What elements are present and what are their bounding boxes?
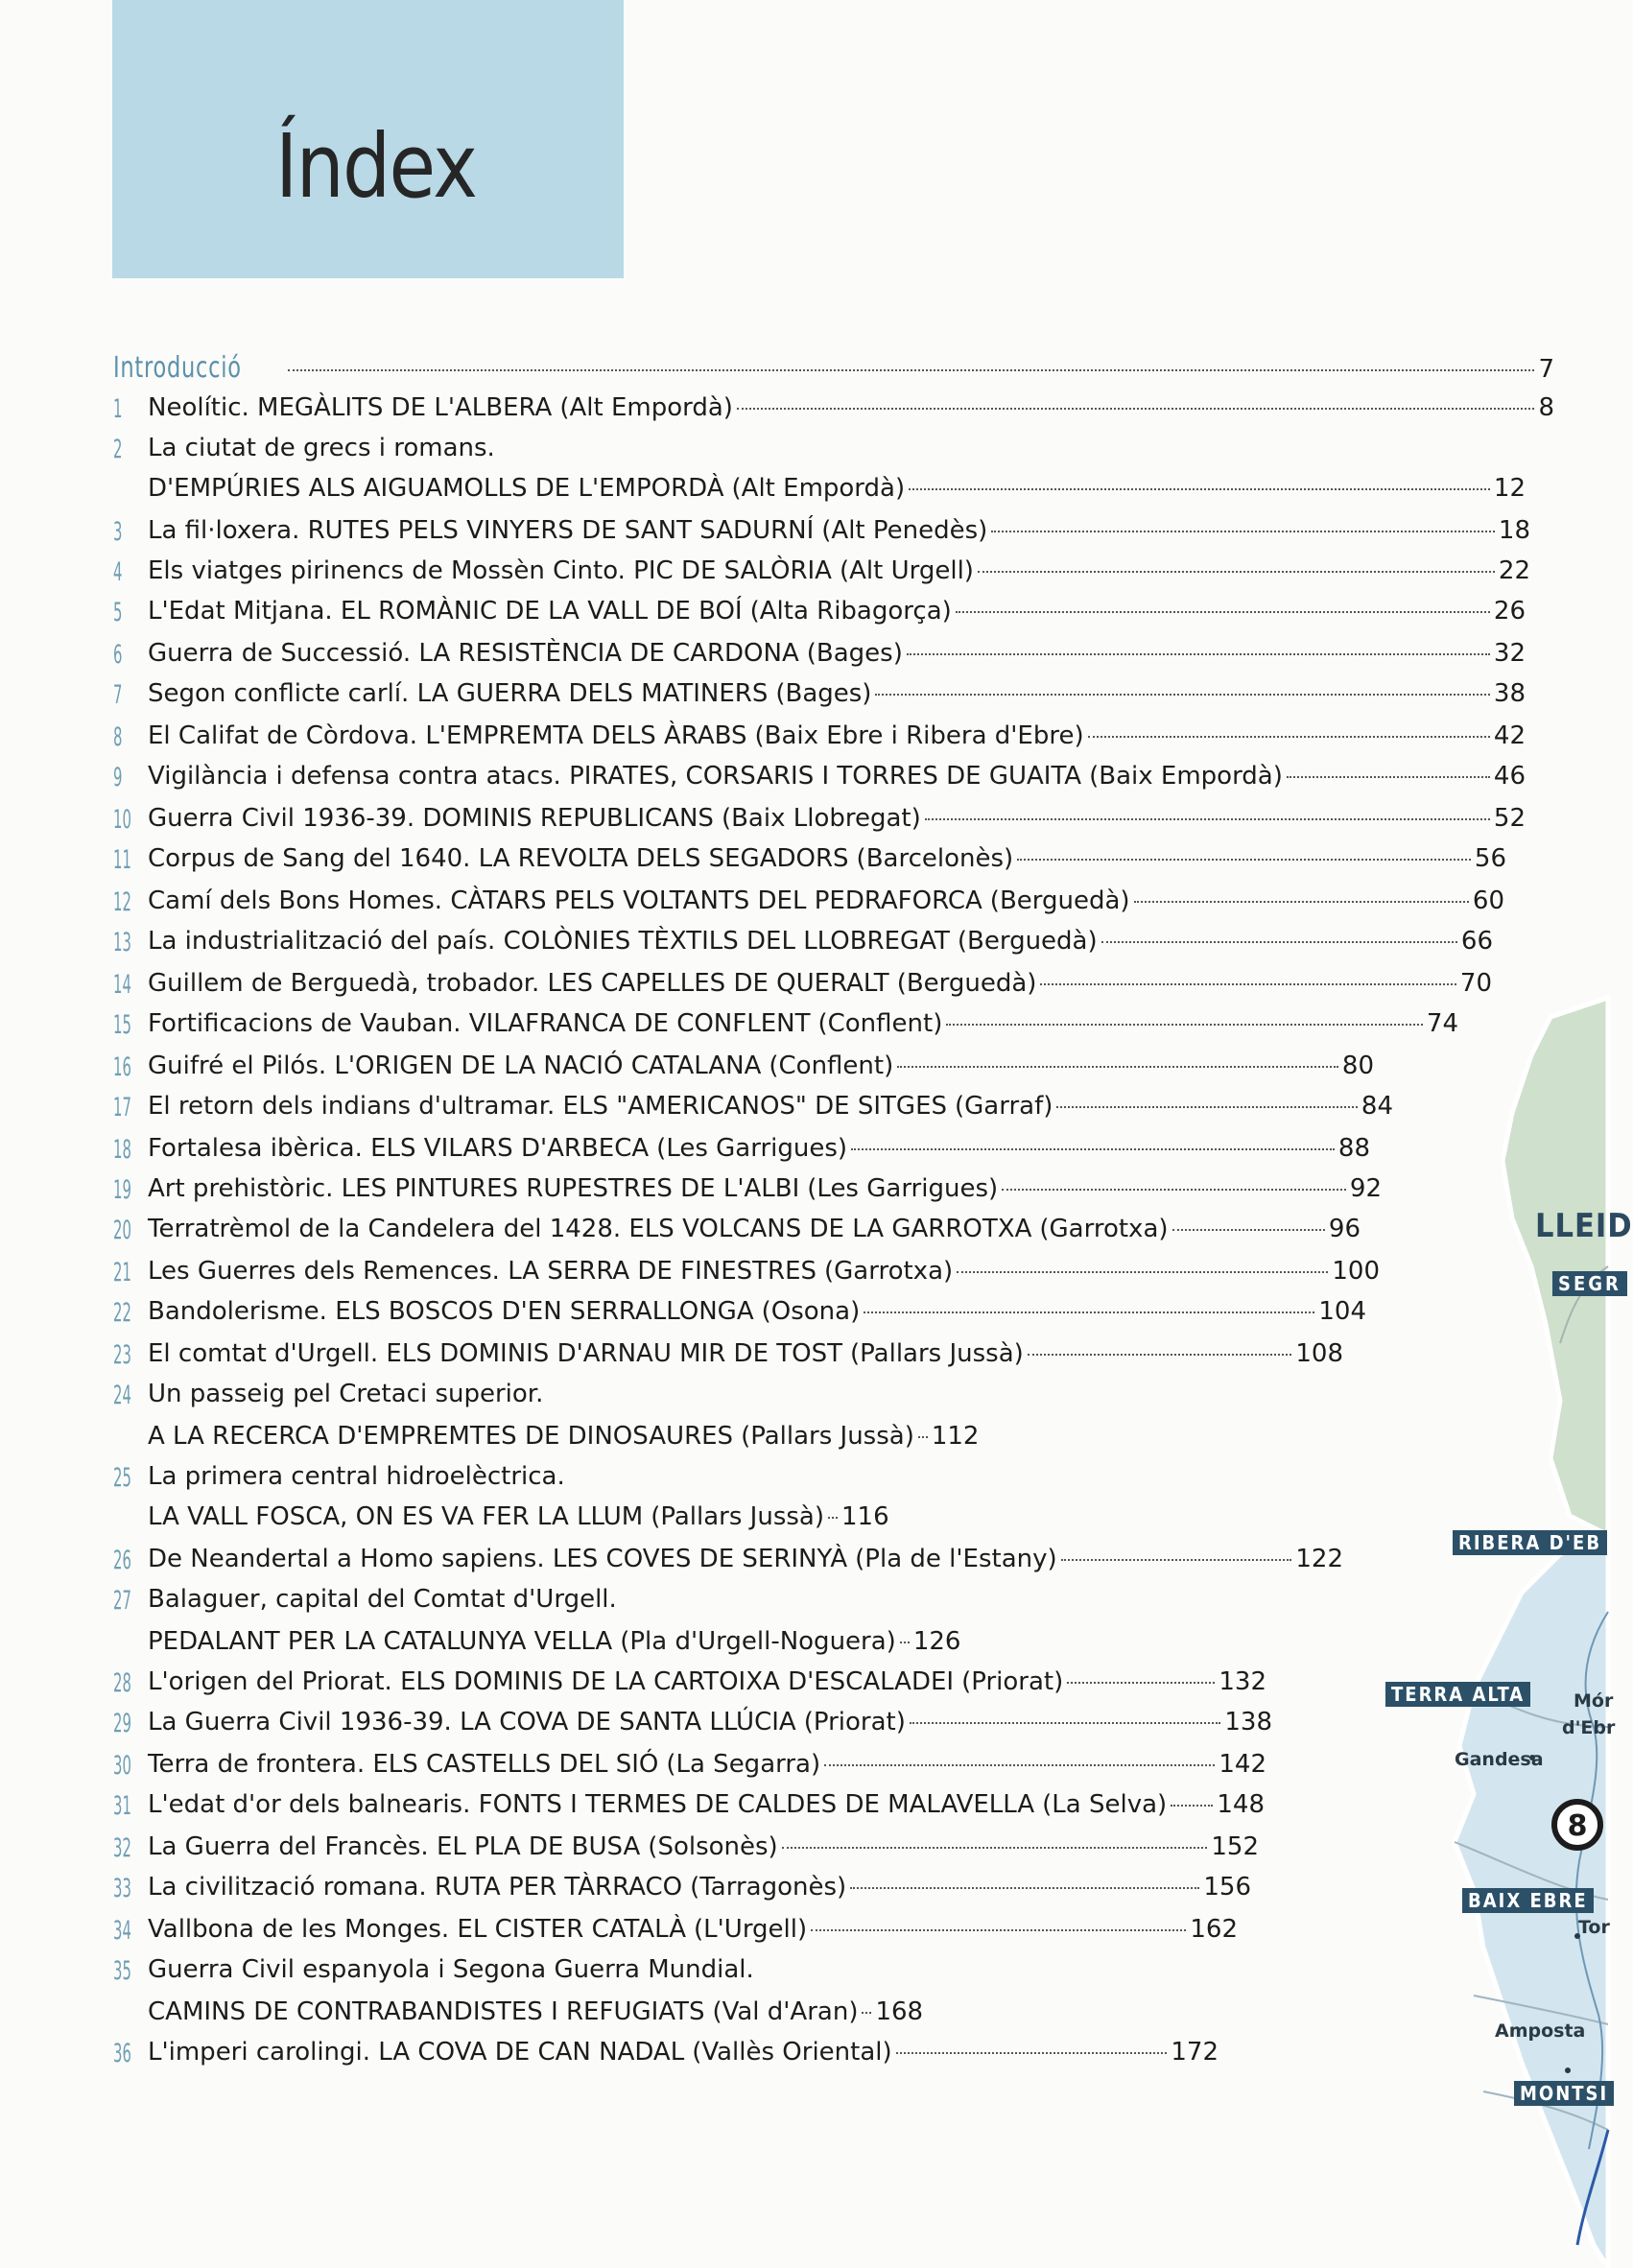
entry-number: 8: [113, 722, 123, 752]
page-number: 52: [1493, 804, 1526, 833]
index-entry: [0, 679, 1608, 718]
entry-title: Art prehistòric. LES PINTURES RUPESTRES DE L'ALBI: [148, 1174, 800, 1203]
dot-leader: [1002, 1189, 1346, 1191]
index-entry: [0, 762, 1608, 800]
entry-number: 36: [113, 2039, 131, 2068]
map-label-lleida: LLEID: [1535, 1207, 1633, 1245]
entry-number: 4: [113, 557, 123, 587]
map-label-baix-ebre: BAIX EBRE: [1462, 1888, 1594, 1913]
entry-title: Guerra Civil 1936-39. DOMINIS REPUBLICANS: [148, 804, 714, 833]
map-label-terra-alta: TERRA ALTA: [1385, 1682, 1530, 1707]
page-number: 22: [1498, 556, 1530, 585]
entry-title: La industrialització del país. COLÒNIES TÈXTILS DEL LLOBREGAT: [148, 927, 950, 956]
index-entry: [0, 1585, 1608, 1623]
page-number: 74: [1426, 1009, 1458, 1038]
index-entry: [0, 1174, 1608, 1213]
index-entry: [0, 639, 1608, 677]
dot-leader: [1172, 1229, 1325, 1231]
entry-title: Fortificacions de Vauban. VILAFRANCA DE CONFLENT: [148, 1009, 811, 1038]
map-marker-label: 8: [1567, 1809, 1588, 1843]
index-entry: [0, 1257, 1608, 1295]
entry-region: (Conflent): [817, 1009, 943, 1038]
entry-region: (Alt Empordà): [731, 474, 906, 503]
dot-leader: [956, 611, 1490, 613]
index-entry: [0, 886, 1608, 925]
entry-title: L'Edat Mitjana. EL ROMÀNIC DE LA VALL DE BOÍ: [148, 597, 743, 626]
entry-number: 15: [113, 1010, 131, 1040]
entry-title: Balaguer, capital del Comtat d'Urgell.: [148, 1585, 617, 1614]
index-entry: [0, 1502, 1608, 1541]
intro-entry: [0, 351, 1608, 390]
entry-title: Bandolerisme. ELS BOSCOS D'EN SERRALLONGA: [148, 1297, 754, 1326]
entry-number: 27: [113, 1586, 131, 1616]
entry-title: Guifré el Pilós. L'ORIGEN DE LA NACIÓ CATALANA: [148, 1051, 762, 1080]
page-number: 38: [1493, 679, 1526, 708]
entry-number: 26: [113, 1546, 131, 1575]
entry-region: (Priorat): [961, 1667, 1064, 1696]
dot-leader: [864, 1311, 1314, 1313]
page-number: 8: [1538, 393, 1554, 422]
index-entry: [0, 1339, 1608, 1378]
entry-number: 5: [113, 598, 123, 627]
page-number: 116: [841, 1502, 889, 1531]
entry-title: LA VALL FOSCA, ON ES VA FER LA LLUM: [148, 1502, 644, 1531]
entry-region: (Pallars Jussà): [651, 1502, 824, 1531]
dot-leader: [1017, 859, 1471, 861]
dot-leader: [909, 488, 1490, 490]
entry-region: (Val d'Aran): [712, 1997, 859, 2026]
index-entry: [0, 516, 1608, 555]
index-entry: [0, 1051, 1608, 1090]
dot-leader: [875, 694, 1489, 696]
dot-leader: [824, 1764, 1215, 1766]
dot-leader: [828, 1517, 838, 1519]
entry-title: Les Guerres dels Remences. LA SERRA DE FINESTRES: [148, 1257, 816, 1286]
entry-region: (L'Urgell): [694, 1915, 808, 1944]
entry-region: (Bages): [775, 679, 872, 708]
index-entry: [0, 1215, 1608, 1253]
page-number: 152: [1211, 1832, 1259, 1861]
entry-title: Segon conflicte carlí. LA GUERRA DELS MATINERS: [148, 679, 769, 708]
dot-leader: [910, 1722, 1221, 1724]
entry-title: Vigilància i defensa contra atacs. PIRATES, CORSARIS I TORRES DE GUAITA: [148, 762, 1082, 791]
dot-leader: [925, 818, 1490, 820]
dot-leader: [1067, 1682, 1215, 1684]
entry-number: 25: [113, 1463, 131, 1493]
dot-leader: [1040, 983, 1456, 985]
entry-title: Un passeig pel Cretaci superior.: [148, 1380, 544, 1408]
entry-title: Terra de frontera. ELS CASTELLS DEL SIÓ: [148, 1750, 659, 1779]
index-entry: [0, 1873, 1608, 1911]
page-number: 84: [1361, 1092, 1393, 1121]
dot-leader: [900, 1642, 910, 1643]
entry-number: 9: [113, 763, 123, 792]
entry-region: (Garrotxa): [1039, 1215, 1169, 1243]
entry-number: 1: [113, 394, 123, 424]
index-entry: [0, 1297, 1608, 1335]
dot-leader: [811, 1929, 1186, 1931]
dot-leader: [1088, 736, 1490, 738]
dot-leader: [896, 2052, 1168, 2054]
entry-title: Terratrèmol de la Candelera del 1428. ELS VOLCANS DE LA GARROTXA: [148, 1215, 1032, 1243]
entry-title: La Guerra del Francès. EL PLA DE BUSA: [148, 1832, 641, 1861]
map-label-ribera: RIBERA D'EB: [1453, 1530, 1607, 1555]
entry-region: (Osona): [761, 1297, 861, 1326]
entry-region: (La Segarra): [666, 1750, 821, 1779]
page-number: 7: [1538, 355, 1554, 384]
map-label-montsia: MONTSI: [1514, 2081, 1614, 2106]
page-number: 96: [1328, 1215, 1361, 1243]
entry-number: 12: [113, 887, 131, 917]
entry-region: (Pallars Jussà): [850, 1339, 1024, 1368]
index-entry: [0, 597, 1608, 635]
page-number: 80: [1341, 1051, 1374, 1080]
entry-title: Fortalesa ibèrica. ELS VILARS D'ARBECA: [148, 1134, 650, 1163]
intro-label: Introducció: [113, 351, 242, 385]
entry-region: (Alt Empordà): [559, 393, 733, 422]
index-entry: [0, 1092, 1608, 1130]
entry-region: (Baix Llobregat): [721, 804, 921, 833]
entry-region: (Les Garrigues): [807, 1174, 999, 1203]
entry-region: (Berguedà): [896, 969, 1037, 998]
entry-region: (Baix Empordà): [1089, 762, 1283, 791]
entry-number: 6: [113, 640, 123, 670]
entry-number: 13: [113, 928, 131, 957]
entry-title: Camí dels Bons Homes. CÀTARS PELS VOLTANTS DEL PEDRAFORCA: [148, 886, 982, 915]
entry-title: Vallbona de les Monges. EL CISTER CATALÀ: [148, 1915, 687, 1944]
page-number: 46: [1493, 762, 1526, 791]
dot-leader: [1061, 1559, 1292, 1561]
page-number: 18: [1498, 516, 1530, 545]
page-number: 122: [1295, 1545, 1343, 1573]
entry-region: (Priorat): [803, 1708, 906, 1736]
page-number: 142: [1219, 1750, 1266, 1779]
entry-number: 2: [113, 435, 123, 464]
index-entry: [0, 434, 1608, 472]
map-label-amposta: Amposta: [1495, 2020, 1586, 2042]
page-number: 26: [1493, 597, 1526, 626]
index-entry: [0, 1134, 1608, 1172]
dot-leader: [782, 1847, 1208, 1849]
page-number: 104: [1318, 1297, 1366, 1326]
page-number: 108: [1295, 1339, 1343, 1368]
entry-title: La ciutat de grecs i romans.: [148, 434, 495, 462]
entry-number: 21: [113, 1258, 131, 1288]
page-number: 56: [1474, 844, 1506, 873]
index-entry: [0, 556, 1608, 595]
entry-title: La primera central hidroelèctrica.: [148, 1462, 565, 1491]
entry-number: 28: [113, 1668, 131, 1698]
index-entry: [0, 1915, 1608, 1953]
page-number: 126: [912, 1627, 961, 1656]
entry-title: A LA RECERCA D'EMPREMTES DE DINOSAURES: [148, 1422, 734, 1451]
index-entry: [0, 1750, 1608, 1788]
page-title: Índex: [275, 115, 477, 218]
dot-leader: [737, 408, 1535, 410]
map-label-gandesa: Gandesa: [1455, 1749, 1544, 1770]
entry-region: (Pla de l'Estany): [855, 1545, 1057, 1573]
entry-title: La Guerra Civil 1936-39. LA COVA DE SANTA LLÚCIA: [148, 1708, 796, 1736]
index-entry: [0, 2038, 1608, 2076]
entry-number: 16: [113, 1052, 131, 1082]
page-number: 138: [1224, 1708, 1272, 1736]
entry-title: El Califat de Còrdova. L'EMPREMTA DELS ÀRABS: [148, 721, 747, 750]
page-number: 12: [1493, 474, 1526, 503]
index-entry: [0, 969, 1608, 1007]
entry-number: 33: [113, 1874, 131, 1903]
entry-region: (Alta Ribagorça): [749, 597, 952, 626]
entry-number: 17: [113, 1093, 131, 1122]
index-entry: [0, 927, 1608, 965]
entry-region: (Baix Ebre i Ribera d'Ebre): [754, 721, 1084, 750]
entry-region: (Tarragonès): [690, 1873, 847, 1902]
entry-region: (Les Garrigues): [656, 1134, 848, 1163]
index-entry: [0, 1627, 1608, 1666]
entry-title: L'imperi carolingi. LA COVA DE CAN NADAL: [148, 2038, 685, 2067]
page-number: 112: [931, 1422, 980, 1451]
index-entry: [0, 1832, 1608, 1871]
dot-leader: [991, 531, 1495, 532]
entry-number: 14: [113, 970, 131, 1000]
title-banner: [112, 0, 624, 278]
page-number: 88: [1337, 1134, 1370, 1163]
entry-number: 11: [113, 845, 131, 875]
entry-number: 18: [113, 1135, 131, 1165]
page-number: 70: [1459, 969, 1492, 998]
entry-region: (Garrotxa): [824, 1257, 954, 1286]
page-number: 66: [1460, 927, 1493, 956]
dot-leader: [1171, 1805, 1213, 1807]
entry-title: L'origen del Priorat. ELS DOMINIS DE LA CARTOIXA D'ESCALADEI: [148, 1667, 955, 1696]
entry-number: 32: [113, 1833, 131, 1863]
entry-title: Guerra Civil espanyola i Segona Guerra Mundial.: [148, 1955, 754, 1984]
entry-number: 20: [113, 1216, 131, 1245]
page-number: 42: [1493, 721, 1526, 750]
map-label-debre: d'Ebr: [1562, 1717, 1616, 1738]
dot-leader: [1056, 1106, 1358, 1108]
entry-title: De Neandertal a Homo sapiens. LES COVES DE SERINYÀ: [148, 1545, 848, 1573]
entry-number: 24: [113, 1381, 131, 1410]
dot-leader: [851, 1148, 1335, 1150]
entry-number: 34: [113, 1916, 131, 1946]
entry-region: (Alt Urgell): [839, 556, 974, 585]
index-entry: [0, 1380, 1608, 1418]
entry-region: (Alt Penedès): [821, 516, 988, 545]
index-entry: [0, 393, 1608, 432]
dot-leader: [1101, 941, 1457, 943]
dot-leader: [918, 1436, 928, 1438]
entry-title: La fil·loxera. RUTES PELS VINYERS DE SANT SADURNÍ: [148, 516, 815, 545]
entry-title: La civilització romana. RUTA PER TÀRRACO: [148, 1873, 683, 1902]
page-number: 32: [1493, 639, 1526, 668]
entry-region: (Barcelonès): [856, 844, 1014, 873]
index-entry: [0, 1790, 1608, 1829]
page-number: 172: [1171, 2038, 1219, 2067]
index-entry: [0, 1667, 1608, 1706]
dot-leader: [850, 1887, 1199, 1889]
index-entry: [0, 804, 1608, 842]
entry-number: 30: [113, 1751, 131, 1781]
page-number: 162: [1190, 1915, 1238, 1944]
entry-title: Neolític. MEGÀLITS DE L'ALBERA: [148, 393, 553, 422]
page-number: 100: [1332, 1257, 1380, 1286]
entry-number: 3: [113, 517, 123, 547]
entry-number: 19: [113, 1175, 131, 1205]
entry-number: 23: [113, 1340, 131, 1370]
index-entry: [0, 721, 1608, 760]
entry-number: 7: [113, 680, 123, 710]
page-number: 168: [875, 1997, 924, 2026]
page-number: 92: [1349, 1174, 1382, 1203]
entry-region: (La Selva): [1042, 1790, 1168, 1819]
dot-leader: [1287, 776, 1490, 778]
entry-region: (Conflent): [769, 1051, 894, 1080]
entry-title: Els viatges pirinencs de Mossèn Cinto. PIC DE SALÒRIA: [148, 556, 832, 585]
page-number: 148: [1217, 1790, 1265, 1819]
dot-leader: [897, 1066, 1338, 1068]
dot-leader: [907, 653, 1490, 655]
index-entry: [0, 1422, 1608, 1460]
entry-title: Corpus de Sang del 1640. LA REVOLTA DELS SEGADORS: [148, 844, 849, 873]
dot-leader: [946, 1024, 1423, 1026]
index-entry: [0, 1997, 1608, 2036]
entry-region: (Berguedà): [989, 886, 1130, 915]
entry-title: L'edat d'or dels balnearis. FONTS I TERMES DE CALDES DE MALAVELLA: [148, 1790, 1035, 1819]
index-entry: [0, 1462, 1608, 1500]
index-entry: [0, 1009, 1608, 1048]
entry-title: Guillem de Berguedà, trobador. LES CAPELLES DE QUERALT: [148, 969, 889, 998]
entry-title: El retorn dels indians d'ultramar. ELS "AMERICANOS" DE SITGES: [148, 1092, 948, 1121]
entry-title: Guerra de Successió. LA RESISTÈNCIA DE CARDONA: [148, 639, 799, 668]
entry-region: (Pallars Jussà): [741, 1422, 914, 1451]
entry-title: D'EMPÚRIES ALS AIGUAMOLLS DE L'EMPORDÀ: [148, 474, 724, 503]
entry-number: 10: [113, 805, 131, 835]
entry-region: (Bages): [806, 639, 903, 668]
index-entry: [0, 844, 1608, 883]
map-label-segria: SEGR: [1552, 1271, 1627, 1296]
entry-region: (Solsonès): [648, 1832, 778, 1861]
entry-number: 22: [113, 1298, 131, 1328]
index-entry: [0, 1955, 1608, 1994]
dot-leader: [288, 369, 1534, 371]
entry-title: El comtat d'Urgell. ELS DOMINIS D'ARNAU MIR DE TOST: [148, 1339, 843, 1368]
index-entry: [0, 1708, 1608, 1746]
entry-number: 31: [113, 1791, 131, 1821]
dot-leader: [862, 2012, 871, 2014]
entry-number: 35: [113, 1956, 131, 1986]
entry-region: (Vallès Oriental): [692, 2038, 892, 2067]
dot-leader: [957, 1271, 1328, 1273]
entry-region: (Berguedà): [957, 927, 1098, 956]
entry-region: (Garraf): [955, 1092, 1053, 1121]
entry-number: 29: [113, 1709, 131, 1738]
dot-leader: [978, 571, 1495, 573]
page-number: 60: [1472, 886, 1504, 915]
page-number: 132: [1219, 1667, 1266, 1696]
index-entry: [0, 1545, 1608, 1583]
map-label-mora: Mór: [1574, 1690, 1614, 1712]
map-label-tor: Tor: [1578, 1917, 1610, 1938]
entry-title: CAMINS DE CONTRABANDISTES I REFUGIATS: [148, 1997, 705, 2026]
dot-leader: [1134, 901, 1469, 903]
entry-region: (Pla d'Urgell-Noguera): [620, 1627, 896, 1656]
entry-title: PEDALANT PER LA CATALUNYA VELLA: [148, 1627, 613, 1656]
page-number: 156: [1203, 1873, 1251, 1902]
index-entry: [0, 474, 1608, 512]
dot-leader: [1028, 1354, 1292, 1356]
